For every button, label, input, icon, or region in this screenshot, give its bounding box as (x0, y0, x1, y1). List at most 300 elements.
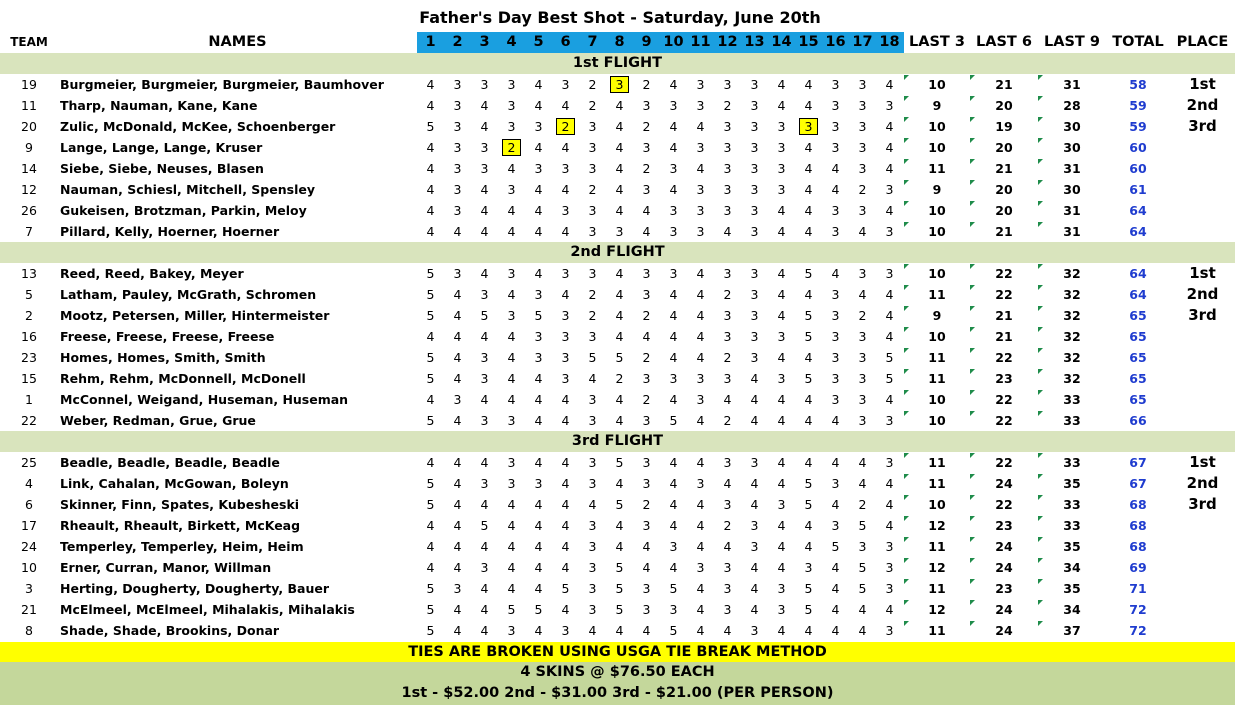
hole-score: 4 (480, 392, 489, 407)
hole-score: 3 (588, 581, 597, 596)
hole-score: 4 (804, 623, 813, 638)
hole-score: 4 (858, 287, 867, 302)
hole-header-8: 8 (614, 34, 625, 50)
hole-header-3: 3 (479, 34, 490, 50)
team-names: Erner, Curran, Manor, Willman (60, 560, 272, 575)
last3-score: 11 (928, 623, 946, 638)
hole-score: 4 (453, 371, 462, 386)
hole-score: 3 (669, 161, 678, 176)
table-row (0, 74, 1235, 95)
hole-score: 4 (885, 602, 894, 617)
hole-score: 3 (588, 539, 597, 554)
last6-score: 22 (995, 413, 1013, 428)
hole-score: 4 (426, 392, 435, 407)
hole-score: 4 (804, 287, 813, 302)
total-score: 68 (1129, 539, 1147, 554)
hole-score: 4 (696, 518, 705, 533)
hole-score: 4 (696, 119, 705, 134)
hole-score: 4 (777, 392, 786, 407)
hole-score: 3 (777, 119, 786, 134)
place-label (1170, 326, 1235, 347)
hole-score: 3 (723, 497, 732, 512)
hole-score: 3 (723, 329, 732, 344)
hole-score: 3 (831, 203, 840, 218)
hole-score: 3 (588, 224, 597, 239)
hole-score: 3 (642, 602, 651, 617)
hole-score: 3 (831, 371, 840, 386)
last3-score: 10 (928, 413, 946, 428)
hole-score: 4 (426, 329, 435, 344)
last3-score: 10 (928, 329, 946, 344)
hole-score: 5 (426, 371, 435, 386)
hole-score: 3 (588, 560, 597, 575)
hole-score: 3 (696, 371, 705, 386)
hole-score: 4 (831, 266, 840, 281)
hole-score: 3 (642, 413, 651, 428)
hole-header-2: 2 (452, 34, 463, 50)
hole-score: 3 (453, 77, 462, 92)
table-row (0, 158, 1235, 179)
last6-score: 24 (995, 560, 1013, 575)
last3-score: 9 (932, 182, 942, 197)
hole-score: 3 (777, 371, 786, 386)
hole-score: 4 (750, 497, 759, 512)
team-names: Rheault, Rheault, Birkett, McKeag (60, 518, 301, 533)
hole-score: 5 (615, 455, 624, 470)
hole-score: 3 (750, 224, 759, 239)
hole-score: 3 (453, 161, 462, 176)
place-label (1170, 536, 1235, 557)
team-names: Gukeisen, Brotzman, Parkin, Meloy (60, 203, 307, 218)
table-row (0, 389, 1235, 410)
hole-score: 4 (453, 497, 462, 512)
hole-score: 4 (534, 224, 543, 239)
team-number: 14 (21, 161, 37, 176)
hole-header-6: 6 (560, 34, 571, 50)
hole-score: 4 (588, 371, 597, 386)
hole-score: 3 (507, 119, 516, 134)
last3-score: 12 (928, 602, 946, 617)
last9-score: 31 (1063, 224, 1081, 239)
hole-score: 3 (831, 476, 840, 491)
hole-score: 4 (480, 539, 489, 554)
team-names: Reed, Reed, Bakey, Meyer (60, 266, 244, 281)
team-names: Herting, Dougherty, Dougherty, Bauer (60, 581, 330, 596)
hole-score: 4 (858, 623, 867, 638)
last6-score: 24 (995, 539, 1013, 554)
place-label (1170, 578, 1235, 599)
table-row (0, 620, 1235, 641)
table-row (0, 410, 1235, 431)
table-row (0, 116, 1235, 137)
hole-score: 3 (885, 581, 894, 596)
team-names: Beadle, Beadle, Beadle, Beadle (60, 455, 280, 470)
hole-score: 4 (723, 539, 732, 554)
hole-score: 5 (804, 497, 813, 512)
hole-score: 5 (858, 518, 867, 533)
hole-score: 4 (453, 287, 462, 302)
hole-score: 4 (534, 77, 543, 92)
hole-score: 4 (588, 623, 597, 638)
hole-score: 4 (696, 455, 705, 470)
hole-score: 3 (480, 287, 489, 302)
place-label (1170, 179, 1235, 200)
hole-score: 2 (588, 308, 597, 323)
hole-score: 4 (507, 518, 516, 533)
tie-break-banner (0, 642, 1235, 662)
hole-score: 3 (588, 119, 597, 134)
hole-score: 4 (858, 455, 867, 470)
hole-score: 4 (669, 329, 678, 344)
hole-score: 3 (588, 602, 597, 617)
place-label (1170, 620, 1235, 641)
last9-score: 32 (1063, 308, 1081, 323)
hole-score: 3 (777, 140, 786, 155)
total-score: 60 (1129, 140, 1147, 155)
hole-score: 4 (534, 203, 543, 218)
hole-score: 4 (885, 497, 894, 512)
hole-score: 5 (858, 581, 867, 596)
hole-score: 4 (534, 266, 543, 281)
hole-score: 3 (669, 371, 678, 386)
hole-score: 4 (615, 623, 624, 638)
last6-score: 23 (995, 371, 1013, 386)
hole-score: 3 (750, 182, 759, 197)
hole-score: 4 (831, 161, 840, 176)
hole-score: 4 (642, 539, 651, 554)
last6-score: 20 (995, 98, 1013, 113)
hole-score: 3 (696, 182, 705, 197)
hole-score: 3 (453, 266, 462, 281)
hole-score: 3 (534, 161, 543, 176)
total-score: 58 (1129, 77, 1147, 92)
hole-score: 4 (561, 476, 570, 491)
hole-score: 4 (534, 455, 543, 470)
team-names: Rehm, Rehm, McDonnell, McDonell (60, 371, 306, 386)
hole-score: 3 (804, 560, 813, 575)
hole-header-1: 1 (425, 34, 436, 50)
flight-title: 1st FLIGHT (572, 55, 663, 71)
hole-score: 4 (561, 98, 570, 113)
hole-score: 4 (804, 182, 813, 197)
hole-score: 4 (669, 287, 678, 302)
hole-score: 4 (642, 329, 651, 344)
hole-score: 4 (723, 224, 732, 239)
team-number: 8 (25, 623, 33, 638)
hole-score: 3 (723, 581, 732, 596)
hole-score: 3 (642, 518, 651, 533)
last9-score: 31 (1063, 203, 1081, 218)
total-score: 60 (1129, 161, 1147, 176)
hole-score: 3 (480, 413, 489, 428)
total-score: 64 (1129, 287, 1147, 302)
hole-score: 3 (723, 602, 732, 617)
hole-score: 3 (750, 77, 759, 92)
hole-score: 3 (831, 350, 840, 365)
last9-score: 37 (1063, 623, 1081, 638)
hole-score: 3 (642, 182, 651, 197)
hole-score: 5 (426, 119, 435, 134)
hole-score: 3 (831, 518, 840, 533)
hole-score: 4 (561, 182, 570, 197)
hole-score: 3 (750, 119, 759, 134)
hole-score: 4 (561, 497, 570, 512)
place-label: 1st (1189, 75, 1216, 93)
hole-score: 5 (804, 371, 813, 386)
hole-score: 4 (480, 98, 489, 113)
hole-score: 3 (453, 581, 462, 596)
title-row (0, 7, 1235, 28)
hole-score: 4 (642, 623, 651, 638)
team-names: Mootz, Petersen, Miller, Hintermeister (60, 308, 330, 323)
hole-score: 3 (831, 392, 840, 407)
last6-header: LAST 6 (976, 34, 1032, 50)
hole-score: 5 (804, 329, 813, 344)
hole-score: 3 (534, 329, 543, 344)
hole-score: 5 (426, 266, 435, 281)
last9-score: 33 (1063, 413, 1081, 428)
hole-score: 4 (669, 182, 678, 197)
hole-score: 3 (480, 77, 489, 92)
hole-score: 4 (561, 518, 570, 533)
hole-score: 5 (426, 287, 435, 302)
last3-score: 11 (928, 287, 946, 302)
hole-score: 3 (480, 161, 489, 176)
last9-score: 35 (1063, 539, 1081, 554)
hole-score: 4 (507, 350, 516, 365)
hole-score: 4 (804, 413, 813, 428)
hole-score: 3 (885, 266, 894, 281)
hole-score: 3 (723, 119, 732, 134)
hole-score: 4 (480, 581, 489, 596)
hole-score: 4 (831, 413, 840, 428)
hole-score: 3 (669, 203, 678, 218)
hole-score: 3 (561, 203, 570, 218)
hole-score: 4 (669, 140, 678, 155)
hole-score: 4 (480, 203, 489, 218)
hole-score: 4 (642, 224, 651, 239)
hole-score: 4 (804, 539, 813, 554)
hole-score: 3 (561, 329, 570, 344)
place-label (1170, 515, 1235, 536)
hole-score: 2 (642, 119, 651, 134)
team-names: Nauman, Schiesl, Mitchell, Spensley (60, 182, 315, 197)
hole-score: 4 (426, 98, 435, 113)
hole-score: 4 (885, 308, 894, 323)
hole-score: 4 (777, 518, 786, 533)
hole-score: 5 (804, 581, 813, 596)
hole-score: 5 (426, 476, 435, 491)
payout-text: 1st - $52.00 2nd - $31.00 3rd - $21.00 (PER PERSON) (401, 685, 834, 701)
hole-score: 3 (750, 287, 759, 302)
header-row (0, 32, 1235, 53)
hole-score: 3 (480, 476, 489, 491)
hole-score: 3 (642, 581, 651, 596)
hole-score: 3 (750, 329, 759, 344)
total-score: 65 (1129, 392, 1147, 407)
place-label (1170, 410, 1235, 431)
hole-score: 4 (534, 497, 543, 512)
hole-score: 3 (642, 287, 651, 302)
table-row (0, 599, 1235, 620)
hole-score: 4 (480, 119, 489, 134)
hole-score: 4 (858, 476, 867, 491)
hole-score: 3 (750, 455, 759, 470)
team-number: 1 (25, 392, 33, 407)
hole-score: 4 (534, 518, 543, 533)
hole-score: 3 (453, 119, 462, 134)
total-score: 71 (1129, 581, 1147, 596)
hole-score: 4 (615, 308, 624, 323)
hole-header-16: 16 (825, 34, 846, 50)
hole-score: 3 (588, 203, 597, 218)
hole-score: 4 (723, 623, 732, 638)
hole-score: 4 (804, 98, 813, 113)
hole-score: 4 (696, 266, 705, 281)
hole-score: 4 (777, 308, 786, 323)
hole-score: 4 (696, 497, 705, 512)
team-names: Freese, Freese, Freese, Freese (60, 329, 275, 344)
hole-score: 3 (858, 161, 867, 176)
hole-score: 3 (588, 161, 597, 176)
hole-score: 4 (534, 413, 543, 428)
hole-score: 3 (858, 371, 867, 386)
hole-score: 3 (507, 476, 516, 491)
hole-score: 3 (750, 539, 759, 554)
hole-score: 4 (885, 140, 894, 155)
hole-score: 4 (831, 602, 840, 617)
hole-score: 3 (723, 77, 732, 92)
hole-score: 4 (831, 455, 840, 470)
hole-score-cell (552, 116, 579, 137)
hole-score: 3 (831, 77, 840, 92)
hole-score: 4 (885, 518, 894, 533)
hole-score: 3 (642, 140, 651, 155)
hole-score: 4 (669, 455, 678, 470)
place-label: 1st (1189, 264, 1216, 282)
hole-score: 2 (723, 518, 732, 533)
hole-score: 3 (858, 329, 867, 344)
team-number: 10 (21, 560, 37, 575)
hole-score: 4 (534, 539, 543, 554)
hole-score: 5 (534, 308, 543, 323)
hole-score: 4 (777, 266, 786, 281)
hole-score: 4 (453, 602, 462, 617)
hole-score: 3 (723, 455, 732, 470)
hole-score: 2 (642, 77, 651, 92)
hole-score: 4 (885, 329, 894, 344)
hole-score: 3 (885, 224, 894, 239)
hole-score: 4 (777, 539, 786, 554)
hole-score: 4 (615, 287, 624, 302)
hole-score: 5 (480, 518, 489, 533)
last9-score: 30 (1063, 182, 1081, 197)
team-number: 5 (25, 287, 33, 302)
team-names: Weber, Redman, Grue, Grue (60, 413, 256, 428)
hole-score: 3 (534, 119, 543, 134)
hole-score: 3 (723, 308, 732, 323)
hole-score: 4 (615, 266, 624, 281)
hole-score: 3 (777, 161, 786, 176)
hole-score: 3 (534, 287, 543, 302)
last6-score: 22 (995, 392, 1013, 407)
hole-score: 4 (615, 329, 624, 344)
hole-score: 5 (615, 602, 624, 617)
hole-score: 3 (669, 98, 678, 113)
hole-header-4: 4 (506, 34, 517, 50)
last3-score: 10 (928, 119, 946, 134)
hole-score: 2 (858, 182, 867, 197)
hole-score: 4 (696, 539, 705, 554)
hole-score: 4 (804, 518, 813, 533)
hole-score: 2 (723, 287, 732, 302)
hole-score: 3 (642, 476, 651, 491)
hole-score: 4 (534, 98, 543, 113)
hole-score: 4 (669, 497, 678, 512)
hole-score: 4 (804, 203, 813, 218)
hole-score: 4 (534, 392, 543, 407)
hole-score: 4 (669, 77, 678, 92)
last6-score: 22 (995, 266, 1013, 281)
last6-score: 23 (995, 518, 1013, 533)
hole-score: 3 (453, 203, 462, 218)
hole-score: 4 (615, 119, 624, 134)
hole-score: 4 (561, 140, 570, 155)
hole-score: 4 (561, 455, 570, 470)
team-number: 15 (21, 371, 37, 386)
hole-score: 4 (561, 539, 570, 554)
hole-score: 3 (831, 287, 840, 302)
place-label (1170, 137, 1235, 158)
hole-score: 5 (615, 350, 624, 365)
team-number: 12 (21, 182, 37, 197)
hole-score: 4 (723, 392, 732, 407)
hole-score: 5 (426, 308, 435, 323)
hole-score: 2 (588, 98, 597, 113)
total-score: 67 (1129, 455, 1147, 470)
team-names: Latham, Pauley, McGrath, Schromen (60, 287, 317, 302)
hole-score: 4 (615, 413, 624, 428)
last3-score: 11 (928, 455, 946, 470)
hole-score: 3 (858, 392, 867, 407)
hole-score: 3 (831, 119, 840, 134)
last6-score: 21 (995, 329, 1013, 344)
hole-score: 5 (480, 308, 489, 323)
hole-score: 4 (696, 287, 705, 302)
last3-score: 10 (928, 77, 946, 92)
hole-score: 4 (615, 140, 624, 155)
total-score: 59 (1129, 119, 1147, 134)
hole-score: 3 (561, 77, 570, 92)
last3-score: 12 (928, 560, 946, 575)
hole-header-7: 7 (587, 34, 598, 50)
team-number: 3 (25, 581, 33, 596)
hole-score: 3 (696, 224, 705, 239)
hole-score: 4 (426, 161, 435, 176)
hole-score: 3 (723, 140, 732, 155)
last6-score: 23 (995, 581, 1013, 596)
hole-score: 3 (507, 308, 516, 323)
last9-score: 33 (1063, 518, 1081, 533)
hole-score: 3 (858, 266, 867, 281)
hole-score: 3 (696, 476, 705, 491)
hole-score: 3 (480, 350, 489, 365)
hole-score: 4 (453, 413, 462, 428)
hole-score: 4 (804, 140, 813, 155)
hole-score: 4 (534, 581, 543, 596)
hole-score: 4 (615, 182, 624, 197)
hole-score: 3 (615, 224, 624, 239)
